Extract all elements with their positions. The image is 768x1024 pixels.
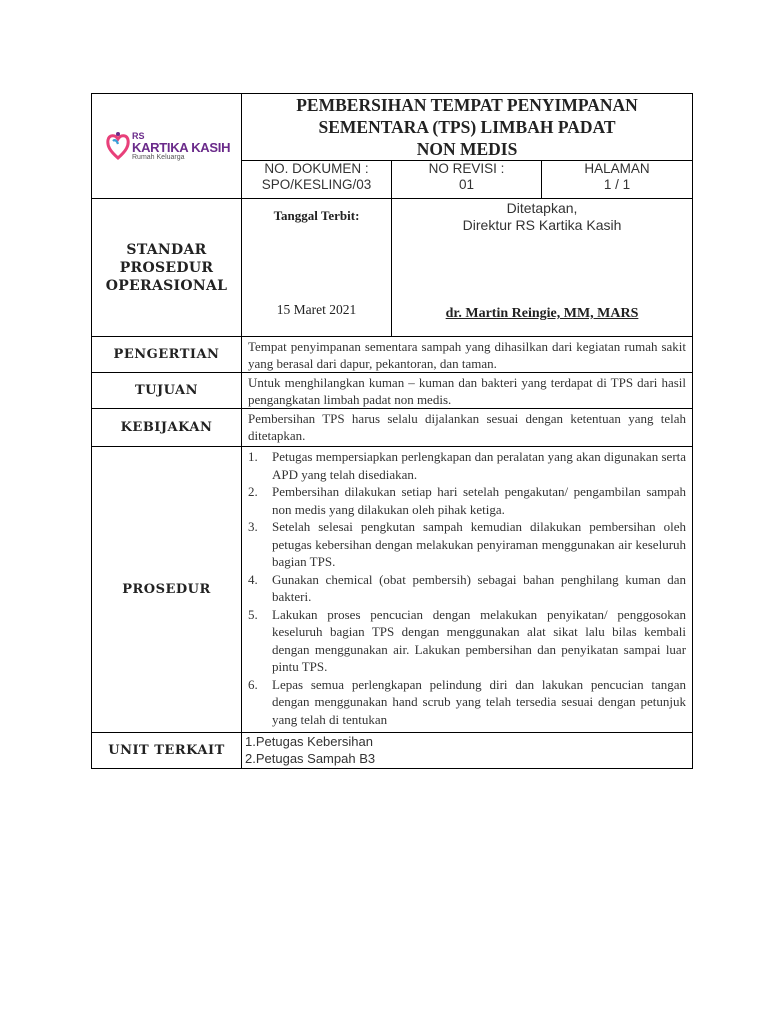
procedure-step: 1. Petugas mempersiapkan perlengkapan dan peralatan yang akan digunakan serta APD yang telah disediakan. — [248, 449, 687, 482]
procedure-steps — [248, 448, 686, 728]
title-line: PEMBERSIHAN TEMPAT PENYIMPANAN — [296, 95, 638, 115]
tujuan-label: TUJUAN — [92, 373, 242, 409]
logo-cell — [92, 94, 242, 199]
approved-label: Ditetapkan, — [506, 200, 578, 216]
procedure-step: 5. Lakukan proses pencucian dengan melakukan penyikatan/ penggosokan keseluruh bagian TPS dengan menggunakan alat sikat lalu bilas kembali dengan menggunakan air. Lakukan pembersihan dan penyikatan sampai luar pintu TPS. — [248, 606, 687, 674]
kebijakan-text: Pembersihan TPS harus selalu dijalankan sesuai dengan ketentuan yang telah ditetapkan. — [242, 409, 693, 447]
title-line: NON MEDIS — [416, 139, 518, 159]
sop-label — [92, 199, 242, 337]
unit-terkait-cell — [242, 733, 693, 769]
hospital-logo — [92, 131, 241, 161]
prosedur-cell — [242, 447, 693, 733]
approver-name: dr. Martin Reingie, MM, MARS — [445, 306, 639, 321]
title-line: SEMENTARA (TPS) LIMBAH PADAT — [318, 117, 616, 137]
page-cell — [542, 161, 693, 199]
procedure-step: 6. Lepas semua perlengkapan pelindung diri dan lakukan pencucian tangan dengan menggunakan hand scrub yang telah tersedia sesuai dengan petunjuk yang telah di tentukan — [248, 676, 687, 727]
issue-date-label: Tanggal Terbit: — [273, 208, 360, 223]
procedure-step: 2. Pembersihan dilakukan setiap hari setelah pengakutan/ pengambilan sampah non medis yang dilakukan oleh pihak ketiga. — [248, 484, 687, 517]
document-title — [242, 94, 693, 161]
kebijakan-label: KEBIJAKAN — [92, 409, 242, 447]
revision-value: 01 — [458, 177, 475, 192]
approval-cell — [392, 199, 693, 337]
unit-item: 2.Petugas Sampah B3 — [245, 751, 376, 766]
doc-number-value: SPO/KESLING/03 — [261, 177, 372, 192]
doc-number-cell — [242, 161, 392, 199]
logo-name-text: KARTIKA KASIH — [132, 139, 231, 155]
pengertian-text: Tempat penyimpanan sementara sampah yang dihasilkan dari kegiatan rumah sakit yang berasal dari dapur, pekantoran, dan taman. — [242, 337, 693, 373]
pengertian-label: PENGERTIAN — [92, 337, 242, 373]
unit-item: 1.Petugas Kebersihan — [245, 734, 373, 749]
revision-cell — [392, 161, 542, 199]
page-value: 1 / 1 — [603, 177, 631, 192]
issue-date-value: 15 Maret 2021 — [276, 302, 357, 317]
procedure-step: 4. Gunakan chemical (obat pembersih) sebagai bahan penghilang kuman dan bakteri. — [248, 571, 687, 604]
sop-document-table — [91, 93, 693, 769]
sop-label-line: STANDAR — [126, 241, 207, 258]
revision-label: NO REVISI : — [428, 161, 505, 176]
sop-label-line: PROSEDUR — [119, 259, 214, 276]
approver-title: Direktur RS Kartika Kasih — [462, 217, 622, 233]
logo-tagline: Rumah Keluarga — [132, 153, 185, 161]
unit-terkait-label: UNIT TERKAIT — [92, 733, 242, 769]
doc-number-label: NO. DOKUMEN : — [264, 161, 369, 176]
prosedur-label: PROSEDUR — [92, 447, 242, 733]
procedure-step: 3. Setelah selesai pengkutan sampah kemudian dilakukan pembersihan oleh petugas kebersihan dengan melakukan penyiraman menggunakan air keseluruh bagian TPS. — [248, 519, 687, 569]
logo-rs-text: RS — [132, 130, 145, 141]
heart-logo-icon — [106, 131, 130, 161]
sop-label-line: OPERASIONAL — [105, 277, 228, 294]
issue-date-cell — [242, 199, 392, 337]
tujuan-text: Untuk menghilangkan kuman – kuman dan bakteri yang terdapat di TPS dari hasil pengangkatan limbah padat non medis. — [242, 373, 693, 409]
page-label: HALAMAN — [584, 161, 650, 176]
